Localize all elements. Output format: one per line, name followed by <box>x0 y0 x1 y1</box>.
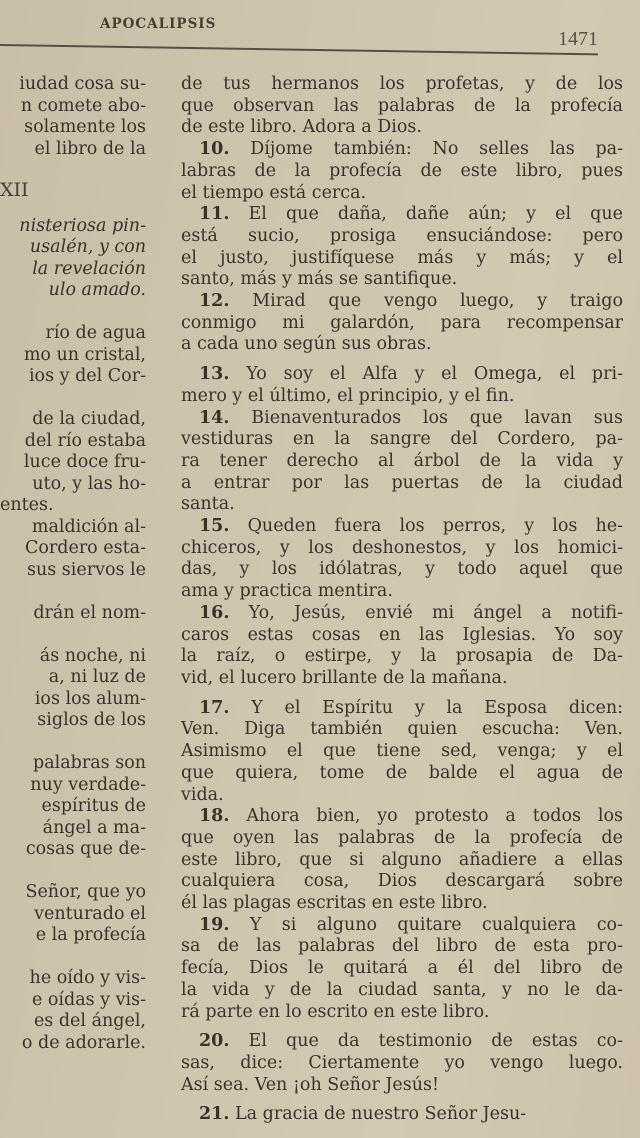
verse-line: la raíz, o estirpe, y la prosapia de Da- <box>181 646 623 667</box>
verse-number: 17. <box>199 697 230 718</box>
left-line: es del ángel, <box>33 1011 146 1031</box>
verse-line <box>181 408 623 430</box>
verse-line: a cada uno según sus obras. <box>181 334 432 355</box>
verse-line: fecía, Dios le quitará a él del libro de <box>181 958 623 979</box>
verse-20 <box>181 1031 623 1096</box>
verse-10 <box>181 139 623 204</box>
verse-line: conmigo mi galardón, para recompensar <box>181 312 623 333</box>
verse-line: de este libro. Adora a Dios. <box>181 117 422 138</box>
verse-13 <box>181 364 623 407</box>
left-line: siglos de los <box>37 710 146 730</box>
verse-line: labras de la profecía de este libro, pues <box>181 160 623 181</box>
verse-line: vida. <box>181 784 224 805</box>
verse-text: Y el Espíritu y la Esposa dicen: <box>251 697 623 718</box>
page-number: 1471 <box>558 28 598 50</box>
verse-number: 19. <box>199 914 230 935</box>
left-line: sus siervos le <box>26 559 146 580</box>
verse-line: das, y los idólatras, y todo aquel que <box>181 559 623 580</box>
left-line: o de adorarle. <box>21 1032 146 1053</box>
verse-line: él las plagas escritas en este libro. <box>181 893 488 914</box>
summary-line: nisteriosa pin- <box>19 215 146 236</box>
verse-line: Asimismo el que tiene sed, venga; y el <box>181 741 623 762</box>
verse-line: vestiduras en la sangre del Cordero, pa- <box>181 429 623 450</box>
header-rule <box>0 44 598 55</box>
verse-18 <box>181 806 623 915</box>
verse-line <box>181 915 623 937</box>
summary-line: ulo amado. <box>48 280 146 300</box>
verse-19 <box>181 915 623 1024</box>
left-line: ios y del Cor- <box>28 366 146 386</box>
verse-line: el tiempo está cerca. <box>181 182 367 203</box>
verse-line: el justo, justifíquese más y más; y el <box>181 247 623 268</box>
verse-line: de tus hermanos los profetas, y de los <box>181 74 623 94</box>
verse-number: 18. <box>199 806 230 827</box>
verse-line: caros estas cosas en las Iglesias. Yo soy <box>181 624 623 645</box>
verse-line: Ven. Diga también quien escucha: Ven. <box>181 719 623 740</box>
verse-line: sas, dice: Ciertamente yo vengo luego. <box>181 1052 623 1073</box>
verse-number: 11. <box>199 204 230 225</box>
verse-12 <box>181 291 623 356</box>
left-line: el libro de la <box>34 138 146 159</box>
verse-number: 14. <box>199 407 230 428</box>
chapter-heading: XII <box>0 179 29 201</box>
verse-line <box>181 139 623 161</box>
verse-text: Queden fuera los perros, y los he- <box>247 516 623 537</box>
left-column <box>0 74 146 1054</box>
summary-line: la revelación <box>32 258 146 279</box>
left-line: uto, y las ho- <box>32 473 146 494</box>
left-line: cosas que de- <box>25 839 146 859</box>
verse-line <box>181 603 623 625</box>
verse-number: 16. <box>199 602 230 623</box>
left-line: Cordero esta- <box>24 538 146 558</box>
verse-17 <box>181 698 623 807</box>
verse-line: sa de las palabras del libro de esta pro- <box>181 936 623 957</box>
left-line: espíritus de <box>41 796 146 816</box>
left-line: luce doce fru- <box>23 452 146 472</box>
verse-15 <box>181 516 623 603</box>
verse-text: Y si alguno quitare cualquiera co- <box>249 914 623 935</box>
verse-line: chiceros, y los deshonestos, y los homici- <box>181 537 623 558</box>
left-line: palabras son <box>33 753 146 773</box>
verse-number: 20. <box>199 1031 230 1052</box>
verse-line <box>181 806 623 828</box>
left-line: Señor, que yo <box>25 882 146 902</box>
left-line: maldición al- <box>31 516 146 537</box>
right-column <box>181 74 623 1126</box>
left-line: n comete abo- <box>20 95 146 116</box>
verse-line: está sucio, prosiga ensuciándose: pero <box>181 225 623 246</box>
verse-line: vid, el lucero brillante de la mañana. <box>181 667 508 688</box>
verse-text: Mirad que vengo luego, y traigo <box>252 291 623 312</box>
verse-number: 12. <box>199 291 230 312</box>
left-line: ios los alum- <box>34 688 146 709</box>
verse-text: Yo soy el Alfa y el Omega, el pri- <box>246 364 623 385</box>
left-line: mo un cristal, <box>23 344 146 365</box>
verse-line: que quiera, tome de balde el agua de <box>181 762 623 783</box>
verse-line <box>181 698 623 720</box>
left-line: entes. <box>0 495 54 515</box>
verse-line <box>181 204 623 226</box>
verse-14 <box>181 408 623 517</box>
verse-21 <box>181 1104 623 1126</box>
verse-line <box>181 1031 623 1053</box>
verse-line: cualquiera cosa, Dios descargará sobre <box>181 871 623 892</box>
verse-intro <box>181 74 623 139</box>
left-line: del río estaba <box>24 430 146 451</box>
left-line: venturado el <box>34 903 146 924</box>
verse-number: 13. <box>199 364 230 385</box>
verse-line <box>181 364 623 386</box>
summary-line: usalén, y con <box>29 237 146 257</box>
running-head: APOCALIPSIS <box>100 16 217 32</box>
left-line: ángel a ma- <box>42 817 146 838</box>
verse-text: Bienaventurados los que lavan sus <box>251 407 623 428</box>
verse-line: mero y el último, el principio, y el fin. <box>181 385 515 406</box>
left-line: nuy verdade- <box>30 774 146 795</box>
verse-text: Ahora bien, yo protesto a todos los <box>246 806 623 827</box>
verse-line: rá parte en lo escrito en este libro. <box>181 1001 490 1022</box>
verse-line: santa. <box>181 494 235 515</box>
left-line: iudad cosa su- <box>19 74 146 94</box>
verse-text: El que daña, dañe aún; y el que <box>248 204 623 225</box>
left-line: he oído y vis- <box>29 968 146 988</box>
left-line: e oídas y vis- <box>31 989 146 1010</box>
verse-text: Yo, Jesús, envié mi ángel a notifi- <box>248 602 623 623</box>
verse-line: a entrar por las puertas de la ciudad <box>181 472 623 493</box>
verse-16 <box>181 603 623 690</box>
verse-line <box>181 516 623 538</box>
left-line: ás noche, ni <box>39 645 146 666</box>
verse-text: El que da testimonio de estas co- <box>248 1031 623 1052</box>
verse-text: Díjome también: No selles las pa- <box>250 139 623 160</box>
left-line: de la ciudad, <box>32 409 146 429</box>
verse-line: ra tener derecho al árbol de la vida y <box>181 450 623 471</box>
verse-line <box>181 291 623 313</box>
verse-line: que observan las palabras de la profecía <box>181 95 623 116</box>
left-line: solamente los <box>24 117 146 137</box>
left-line: río de agua <box>45 323 146 343</box>
verse-line: Así sea. Ven ¡oh Señor Jesús! <box>181 1074 440 1095</box>
verse-line: que oyen las palabras de la profecía de <box>181 827 623 848</box>
verse-line: santo, más y más se santifique. <box>181 269 458 290</box>
verse-number: 10. <box>199 139 230 160</box>
left-line: e la profecía <box>35 925 146 945</box>
verse-line: la vida y de la ciudad santa, y no le da- <box>181 979 623 1000</box>
verse-line: este libro, que si alguno añadiere a ellas <box>181 849 623 870</box>
verse-line: ama y practica mentira. <box>181 581 393 602</box>
verse-text: La gracia de nuestro Señor Jesu- <box>235 1104 527 1125</box>
left-line: drán el nom- <box>33 602 146 623</box>
verse-11 <box>181 204 623 291</box>
left-line: a, ni luz de <box>48 667 146 687</box>
verse-number: 15. <box>199 516 230 537</box>
verse-number: 21. <box>199 1104 230 1125</box>
verse-line <box>181 1104 623 1126</box>
